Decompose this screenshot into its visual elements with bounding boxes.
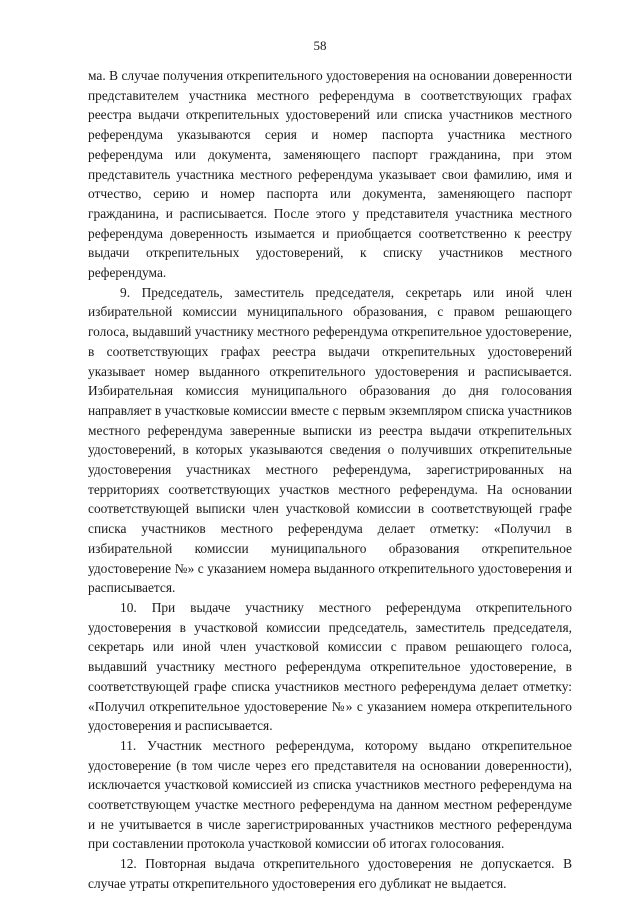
paragraph-12: 12. Повторная выдача открепительного удостоверения не допускается. В случае утраты открепительного удостоверения его дубликат не выдается. — [88, 856, 572, 891]
document-body — [88, 66, 572, 894]
paragraph-10: 10. При выдаче участнику местного референдума открепительного удостоверения в участковой комиссии председатель, заместитель председателя, секретарь или иной член участковой комиссии с правом решающего голоса, выдавший участнику местного референдума открепительное удостоверение, в соответствующей графе списка участников местного референдума делает отметку: «Получил открепительное удостоверение №» с указанием номера открепительного удостоверения и расписывается. — [88, 599, 572, 734]
paragraph-11: 11. Участник местного референдума, которому выдано открепительное удостоверение (в том числе через его представителя на основании доверенности), исключается участковой комиссией из списка участников местного референдума на соответствующем участке местного референдума на данном местном референдуме и не учитывается в числе зарегистрированных участников местного референдума при составлении протокола участковой комиссии об итогах голосования. — [88, 737, 572, 852]
paragraph-continuation: ма. В случае получения открепительного удостоверения на основании доверенности представителем участника местного референдума в соответствующих графах реестра выдачи открепительных удостоверений или списка участников местного референдума указываются серия и номер паспорта участника местного референдума или документа, заменяющего паспорт гражданина, при этом представитель участника местного референдума указывает свои фамилию, имя и отчество, серию и номер паспорта или документа, заменяющего паспорт гражданина, и расписывается. После этого у представителя участника местного референдума доверенность изымается и приобщается соответственно к реестру выдачи открепительных удостоверений, к списку участников местного референдума. — [88, 68, 572, 281]
paragraph-9: 9. Председатель, заместитель председателя, секретарь или иной член избирательной комиссии муниципального образования, с правом решающего голоса, выдавший участнику местного референдума открепительное удостоверение, в соответствующих графах реестра выдачи открепительных удостоверений указывает номер выданного открепительного удостоверения и расписывается. Избирательная комиссия муниципального образования до дня голосования направляет в участковые комиссии вместе с первым экземпляром списка участников местного референдума заверенные выписки из реестра выдачи открепительных удостоверений, в которых указываются сведения о получивших открепительные удостоверения участниках местного референдума, зарегистрированных на территориях соответствующих участков местного референдума. На основании соответствующей выписки член участковой комиссии в соответствующей графе списка участников местного референдума делает отметку: «Получил в избирательной комиссии муниципального образования открепительное удостоверение №» с указанием номера выданного открепительного удостоверения и расписывается. — [88, 284, 572, 596]
page-number: 58 — [313, 38, 327, 53]
